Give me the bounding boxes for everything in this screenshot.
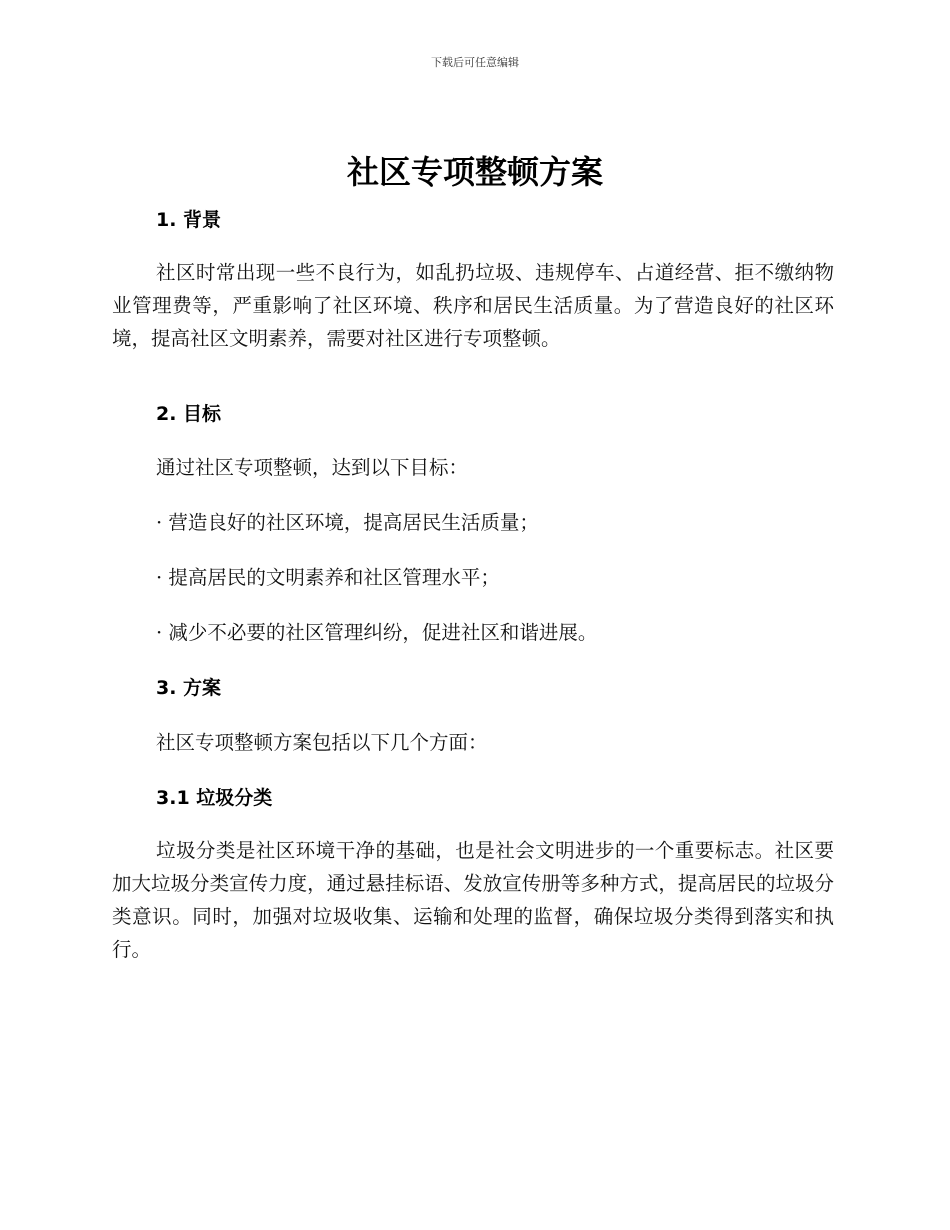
section-heading-background: 1. 背景 <box>156 209 222 231</box>
garbage-sorting-paragraph: 垃圾分类是社区环境干净的基础，也是社会文明进步的一个重要标志。社区要加大垃圾分类宣传力度，通过悬挂标语、发放宣传册等多种方式，提高居民的垃圾分类意识。同时，加强对垃圾收集、运输和处理的监督，确保垃圾分类得到落实和执行。 <box>112 839 834 961</box>
section-heading-goals: 2. 目标 <box>156 403 222 425</box>
goal-item-2: · 提高居民的文明素养和社区管理水平； <box>156 566 500 589</box>
section-heading-garbage-sorting: 3.1 垃圾分类 <box>156 787 273 809</box>
document-title: 社区专项整顿方案 <box>346 153 603 191</box>
goal-item-1: · 营造良好的社区环境，提高居民生活质量； <box>156 511 539 534</box>
goals-intro: 通过社区专项整顿，达到以下目标： <box>156 456 469 479</box>
goal-item-3: · 减少不必要的社区管理纠纷，促进社区和谐进展。 <box>156 621 598 644</box>
background-paragraph: 社区时常出现一些不良行为，如乱扔垃圾、违规停车、占道经营、拒不缴纳物业管理费等，严重影响了社区环境、秩序和居民生活质量。为了营造良好的社区环境，提高社区文明素养，需要对社区进行专项整顿。 <box>112 261 834 350</box>
plan-intro: 社区专项整顿方案包括以下几个方面： <box>156 731 488 754</box>
section-heading-plan: 3. 方案 <box>156 677 222 699</box>
page-header-note: 下载后可任意编辑 <box>431 56 519 69</box>
